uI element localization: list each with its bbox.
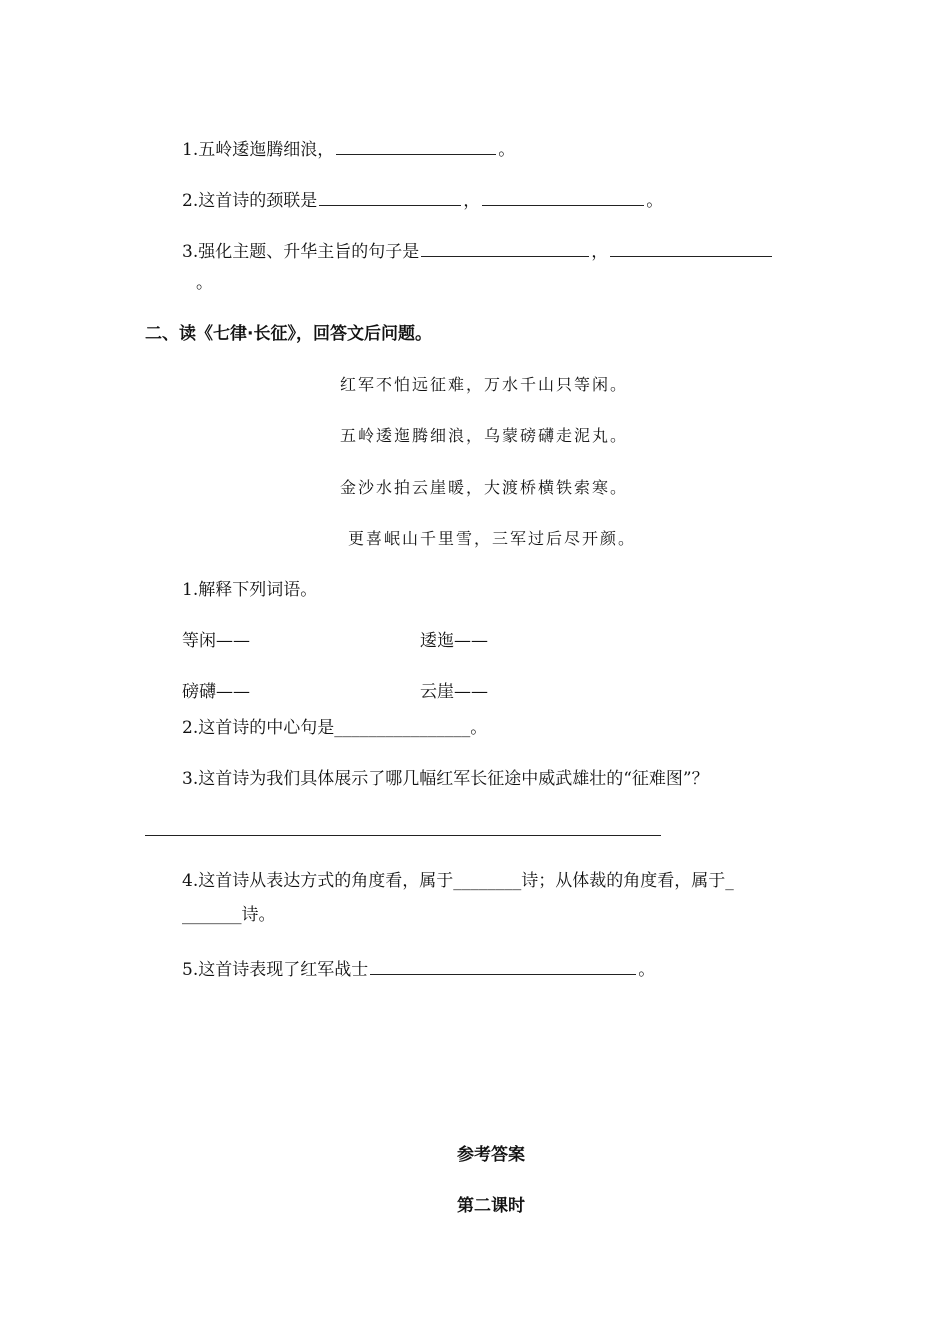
answers-title: 参考答案 <box>457 1145 525 1165</box>
term-item: 等闲—— <box>182 631 250 651</box>
fill-question-3 <box>182 238 774 263</box>
fill-question-2-prefix: 2.这首诗的颈联是 <box>182 191 318 211</box>
poem-line: 金沙水拍云崖暖，大渡桥横铁索寒。 <box>340 478 629 497</box>
poem-line: 更喜岷山千里雪，三军过后尽开颜。 <box>348 529 637 548</box>
question-1: 1.解释下列词语。 <box>182 580 318 600</box>
fill-question-3-prefix: 3.强化主题、升华主旨的句子是 <box>182 242 420 262</box>
answers-subtitle: 第二课时 <box>457 1196 525 1216</box>
answer-blank[interactable] <box>482 187 644 206</box>
poem-line: 五岭逶迤腾细浪，乌蒙磅礴走泥丸。 <box>340 426 629 445</box>
answer-line[interactable] <box>145 835 661 836</box>
question-5-prefix: 5.这首诗表现了红军战士 <box>182 960 369 980</box>
answer-blank[interactable] <box>319 187 461 206</box>
question-4-blank-2[interactable]: _______ <box>182 905 242 925</box>
fill-question-2-suffix: 。 <box>646 191 664 211</box>
question-4-line-1 <box>182 870 734 892</box>
question-2 <box>182 717 487 739</box>
poem-line: 红军不怕远征难，万水千山只等闲。 <box>340 375 629 394</box>
fill-question-1-prefix: 1.五岭逶迤腾细浪， <box>182 140 335 160</box>
answer-blank[interactable] <box>370 956 636 975</box>
question-4-line-2 <box>182 904 276 926</box>
question-4-text-b: 诗；从体裁的角度看，属于_ <box>521 871 734 891</box>
term-item: 磅礴—— <box>182 682 250 702</box>
fill-question-1-suffix: 。 <box>498 140 516 160</box>
question-5 <box>182 956 655 981</box>
answer-blank[interactable] <box>610 238 772 257</box>
fill-question-1 <box>182 136 515 161</box>
question-3: 3.这首诗为我们具体展示了哪几幅红军长征途中威武雄壮的“征难图”？ <box>182 769 709 789</box>
question-2-blank[interactable]: ________________ <box>334 718 471 738</box>
question-2-suffix: 。 <box>470 718 488 738</box>
question-5-suffix: 。 <box>638 960 656 980</box>
fill-question-2 <box>182 187 663 212</box>
fill-question-2-mid: ， <box>463 191 481 211</box>
question-4-blank-1[interactable]: ________ <box>453 871 522 891</box>
term-item: 云崖—— <box>420 682 488 702</box>
term-item: 逶迤—— <box>420 631 488 651</box>
question-2-prefix: 2.这首诗的中心句是 <box>182 718 335 738</box>
section-heading: 二、读《七律·长征》，回答文后问题。 <box>145 324 432 344</box>
fill-question-3-mid: ， <box>591 242 609 262</box>
question-4-text-a: 4.这首诗从表达方式的角度看，属于 <box>182 871 454 891</box>
fill-question-3-suffix: 。 <box>196 273 213 293</box>
answer-blank[interactable] <box>421 238 589 257</box>
answer-blank[interactable] <box>336 136 496 155</box>
question-4-text-c: 诗。 <box>241 905 276 925</box>
